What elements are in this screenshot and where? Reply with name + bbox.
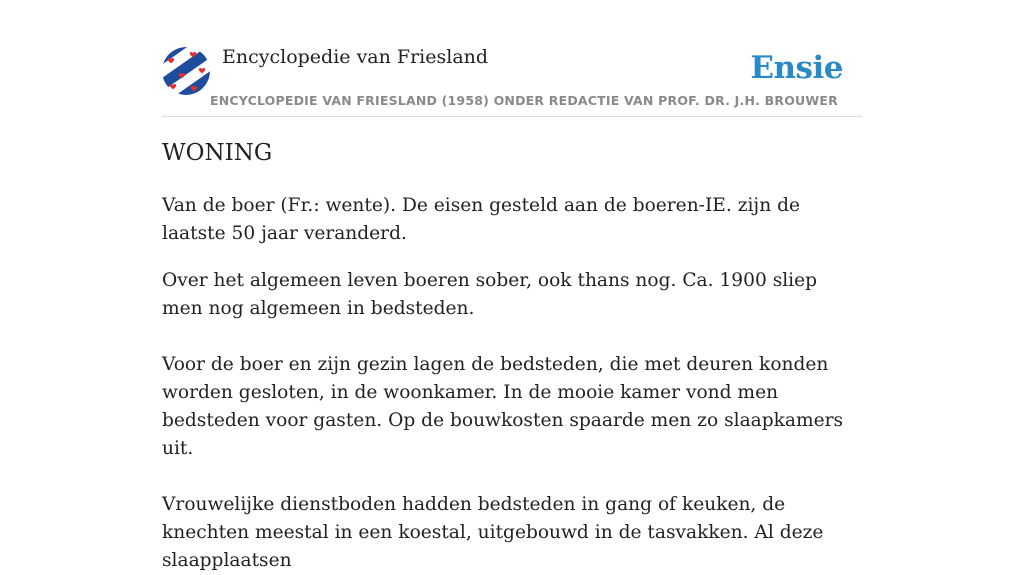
site-title[interactable]: Encyclopedie van Friesland	[222, 46, 489, 68]
site-subtitle: ENCYCLOPEDIE VAN FRIESLAND (1958) ONDER REDACTIE VAN PROF. DR. J.H. BROUWER	[210, 93, 838, 108]
article-paragraph: Over het algemeen leven boeren sober, ook thans nog. Ca. 1900 sliep men nog algemeen in bedsteden. Voor de boer en zijn gezin lagen de bedsteden, die met deuren konden worden gesloten, in de woonkamer. In de mooie kamer vond men bedsteden voor gasten. Op de bouwkosten spaarde men zo slaapkamers uit. Vrouwelijke dienstboden hadden bedsteden in gang of keuken, de knechten meestal in een koestal, uitgebouwd in de tasvakken. Al deze slaapplaatsen	[162, 270, 844, 571]
ensie-brand-logo[interactable]: Ensie	[750, 50, 843, 86]
article-body	[162, 192, 862, 575]
friesland-flag-icon[interactable]	[162, 47, 210, 95]
article-paragraph: Van de boer (Fr.: wente). De eisen gesteld aan de boeren-IE. zijn de laatste 50 jaar veranderd.	[162, 195, 800, 244]
article-title: WONING	[162, 140, 273, 166]
site-header	[162, 44, 862, 117]
